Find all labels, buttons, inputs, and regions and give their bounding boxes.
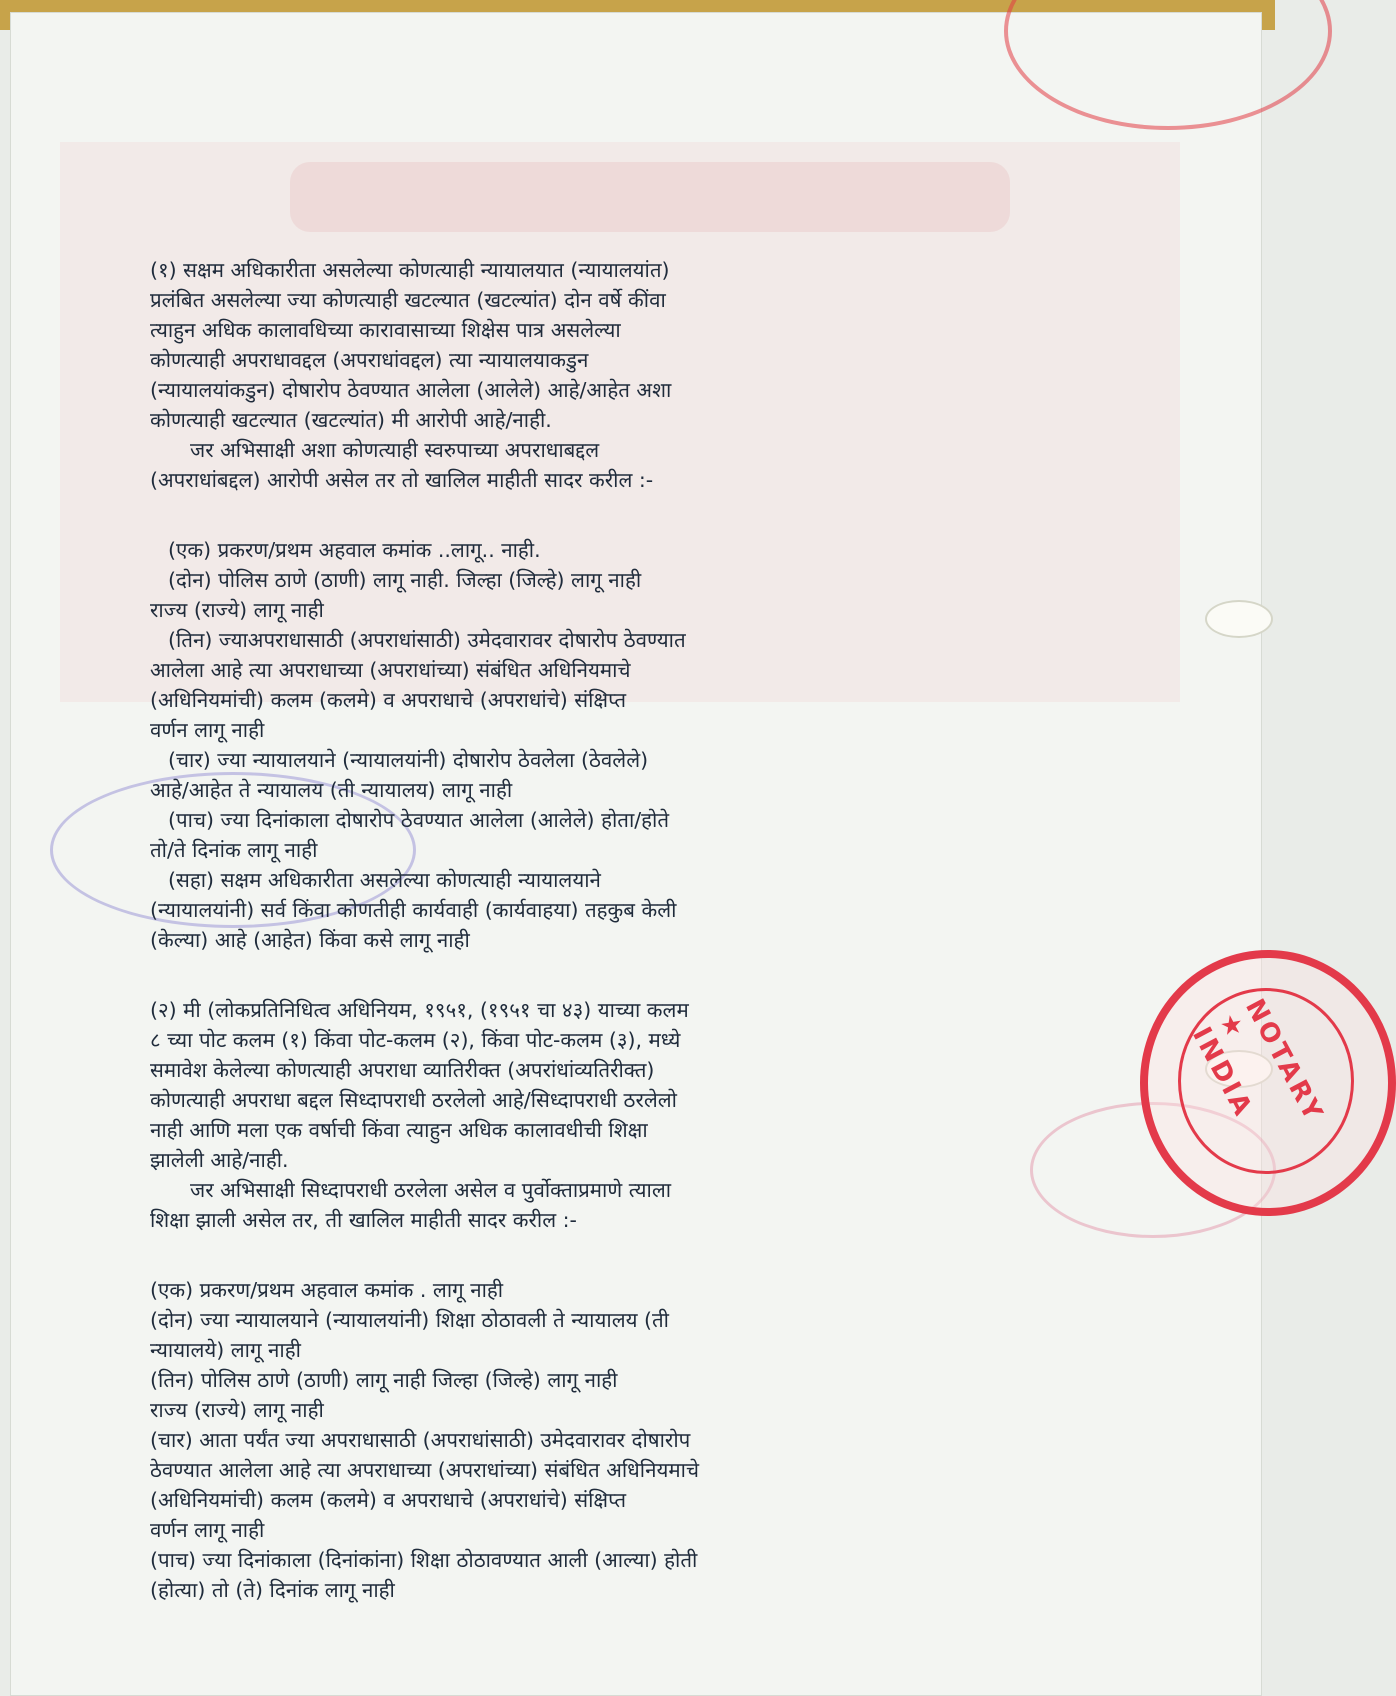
text-line: (पाच) ज्या दिनांकाला दोषारोप ठेवण्यात आलेला (आलेले) होता/होते xyxy=(168,808,670,832)
text-line: ठेवण्यात आलेला आहे त्या अपराधाच्या (अपराधांच्या) संबंधित अधिनियमाचे xyxy=(150,1458,699,1482)
text-line: ८ च्या पोट कलम (१) किंवा पोट-कलम (२), किंवा पोट-कलम (३), मध्ये xyxy=(150,1028,681,1052)
text-line: कोणत्याही अपराधावद्दल (अपराधांवद्दल) त्या न्यायालयाकडुन xyxy=(150,348,589,372)
text-line: (न्यायालयांकडुन) दोषारोप ठेवण्यात आलेला (आलेले) आहे/आहेत अशा xyxy=(150,378,672,402)
text-line: (२) मी (लोकप्रतिनिधित्व अधिनियम, १९५१, (१९५१ चा ४३) याच्या कलम xyxy=(150,998,689,1022)
text-line: वर्णन लागू नाही xyxy=(150,1518,265,1542)
text-line: (पाच) ज्या दिनांकाला (दिनांकांना) शिक्षा ठोठावण्यात आली (आल्या) होती xyxy=(150,1548,698,1572)
text-line: (एक) प्रकरण/प्रथम अहवाल कमांक . लागू नाही xyxy=(150,1278,504,1302)
text-line: (न्यायालयांनी) सर्व किंवा कोणतीही कार्यवाही (कार्यवाहया) तहकुब केली xyxy=(150,898,677,922)
text-line: (अधिनियमांची) कलम (कलमे) व अपराधाचे (अपराधांचे) संक्षिप्त xyxy=(150,688,627,712)
text-line: राज्य (राज्ये) लागू नाही xyxy=(150,1398,324,1422)
text-line: राज्य (राज्ये) लागू नाही xyxy=(150,598,324,622)
text-line: (तिन) ज्याअपराधासाठी (अपराधांसाठी) उमेदवारावर दोषारोप ठेवण्यात xyxy=(168,628,686,652)
text-line: वर्णन लागू नाही xyxy=(150,718,265,742)
text-line: (अधिनियमांची) कलम (कलमे) व अपराधाचे (अपराधांचे) संक्षिप्त xyxy=(150,1488,627,1512)
top-stamp-arc xyxy=(1004,0,1332,130)
text-line: त्याहुन अधिक कालावधिच्या कारावासाच्या शिक्षेस पात्र असलेल्या xyxy=(150,318,621,342)
text-line: तो/ते दिनांक लागू नाही xyxy=(150,838,318,862)
text-line: जर अभिसाक्षी सिध्दापराधी ठरलेला असेल व पुर्वोक्ताप्रमाणे त्याला xyxy=(190,1178,672,1202)
text-line: (दोन) ज्या न्यायालयाने (न्यायालयांनी) शिक्षा ठोठावली ते न्यायालय (ती xyxy=(150,1308,669,1332)
text-line: शिक्षा झाली असेल तर, ती खालिल माहीती सादर करील :- xyxy=(150,1208,577,1232)
text-line: प्रलंबित असलेल्या ज्या कोणत्याही खटल्यात (खटल्यांत) दोन वर्षे कींवा xyxy=(150,288,666,312)
text-line: (एक) प्रकरण/प्रथम अहवाल कमांक ..लागू.. नाही. xyxy=(168,538,541,562)
text-line: आहे/आहेत ते न्यायालय (ती न्यायालय) लागू नाही xyxy=(150,778,513,802)
bleed-through-title xyxy=(290,162,1010,232)
text-line: समावेश केलेल्या कोणत्याही अपराधा व्यातिरीक्त (अपरांधांव्यतिरीक्त) xyxy=(150,1058,655,1082)
text-line: (सहा) सक्षम अधिकारीता असलेल्या कोणत्याही न्यायालयाने xyxy=(168,868,601,892)
text-line: जर अभिसाक्षी अशा कोणत्याही स्वरुपाच्या अपराधाबद्दल xyxy=(190,438,600,462)
text-line: (होत्या) तो (ते) दिनांक लागू नाही xyxy=(150,1578,395,1602)
text-line: (तिन) पोलिस ठाणे (ठाणी) लागू नाही जिल्हा (जिल्हे) लागू नाही xyxy=(150,1368,618,1392)
text-line: (१) सक्षम अधिकारीता असलेल्या कोणत्याही न्यायालयात (न्यायालयांत) xyxy=(150,258,670,282)
binding-hole-top xyxy=(1205,600,1273,638)
text-line: (अपराधांबद्दल) आरोपी असेल तर तो खालिल माहीती सादर करील :- xyxy=(150,468,654,492)
text-line: न्यायालये) लागू नाही xyxy=(150,1338,301,1362)
text-line: (चार) आता पर्यंत ज्या अपराधासाठी (अपराधांसाठी) उमेदवारावर दोषारोप xyxy=(150,1428,691,1452)
text-line: आलेला आहे त्या अपराधाच्या (अपराधांच्या) संबंधित अधिनियमाचे xyxy=(150,658,631,682)
text-line: कोणत्याही खटल्यात (खटल्यांत) मी आरोपी आहे/नाही. xyxy=(150,408,552,432)
notary-seal-text: NOTARY ★ INDIA xyxy=(1186,994,1330,1128)
affidavit-text xyxy=(150,255,1070,1605)
text-line: (चार) ज्या न्यायालयाने (न्यायालयांनी) दोषारोप ठेवलेला (ठेवलेले) xyxy=(168,748,649,772)
text-line: (केल्या) आहे (आहेत) किंवा कसे लागू नाही xyxy=(150,928,470,952)
text-line: कोणत्याही अपराधा बद्दल सिध्दापराधी ठरलेलो आहे/सिध्दापराधी ठरलेलो xyxy=(150,1088,677,1112)
text-line: (दोन) पोलिस ठाणे (ठाणी) लागू नाही. जिल्हा (जिल्हे) लागू नाही xyxy=(168,568,642,592)
text-line: झालेली आहे/नाही. xyxy=(150,1148,289,1172)
text-line: नाही आणि मला एक वर्षाची किंवा त्याहुन अधिक कालावधीची शिक्षा xyxy=(150,1118,648,1142)
